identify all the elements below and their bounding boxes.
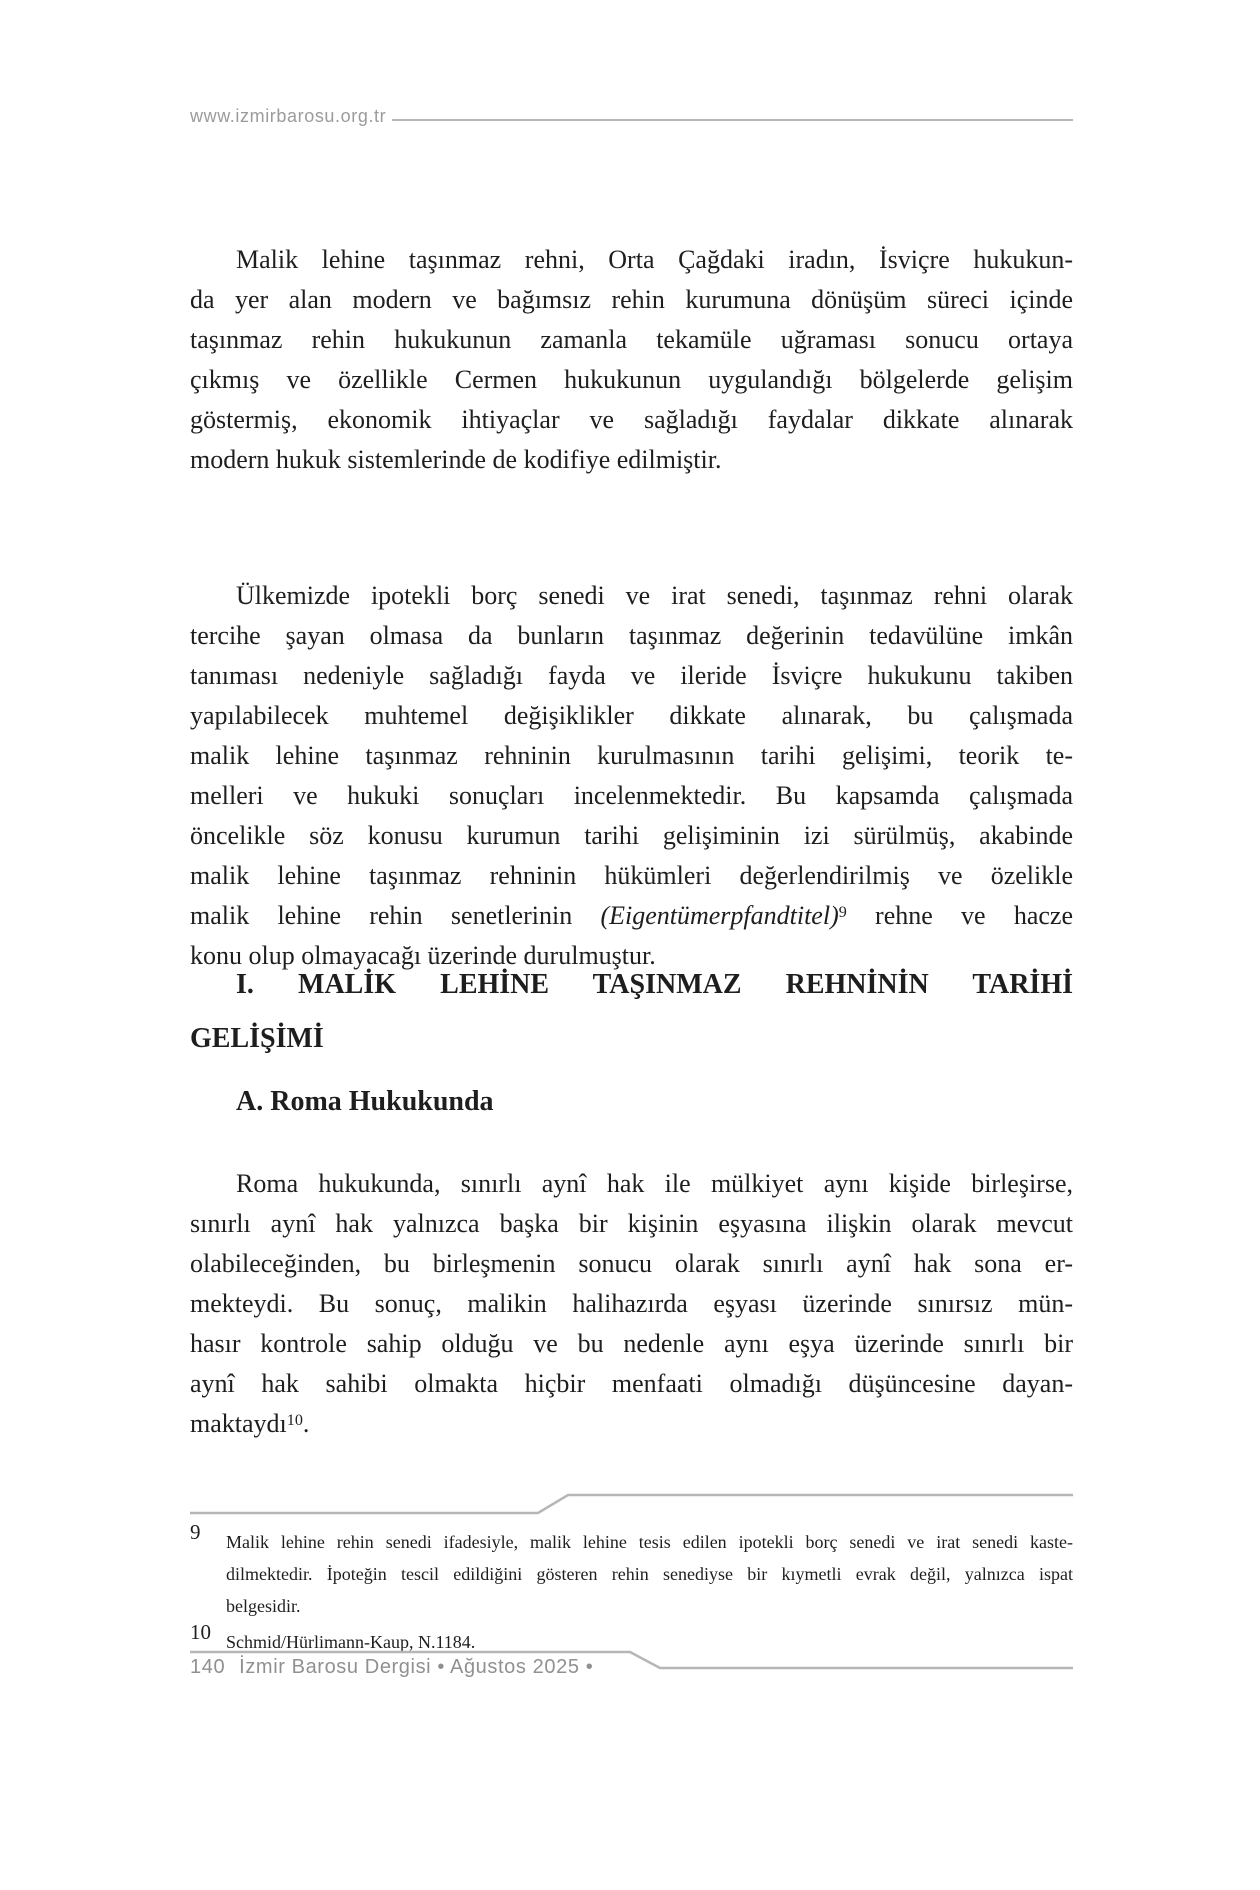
footnote-reference-9: 9 <box>838 903 847 921</box>
line-text: rehne ve hacze <box>846 901 1073 930</box>
footnote-separator-rule <box>190 1490 1073 1518</box>
paragraph-line: mekteydi. Bu sonuç, malikin halihazırda eşyası üzerinde sınırsız mün- <box>190 1289 1073 1318</box>
paragraph-line: melleri ve hukuki sonuçları incelenmektedir. Bu kapsamda çalışmada <box>190 781 1073 810</box>
paragraph-line: Roma hukukunda, sınırlı aynî hak ile mülkiyet aynı kişide birleşirse, <box>236 1169 1073 1198</box>
paragraph-line: da yer alan modern ve bağımsız rehin kurumuna dönüşüm süreci içinde <box>190 285 1073 314</box>
italic-term: (Eigentümerpfandtitel) <box>600 901 839 930</box>
header-rule <box>392 119 1073 121</box>
footnote-line: dilmektedir. İpoteğin tescil edildiğini gösteren rehin senediyse bir kıymetli evrak değil, yalnızca ispat <box>226 1564 1073 1584</box>
paragraph-line: modern hukuk sistemlerinde de kodifiye edilmiştir. <box>190 445 722 474</box>
paragraph-line: yapılabilecek muhtemel değişiklikler dikkate alınarak, bu çalışmada <box>190 701 1073 730</box>
paragraph-line: aynî hak sahibi olmakta hiçbir menfaati olmadığı düşüncesine dayan- <box>190 1369 1073 1398</box>
footnote-line: Schmid/Hürlimann-Kaup, N.1184. <box>226 1632 476 1652</box>
paragraph-line: Ülkemizde ipotekli borç senedi ve irat senedi, taşınmaz rehni olarak <box>236 581 1073 610</box>
footnote-text <box>226 1526 1073 1622</box>
paragraph-line <box>190 1404 1073 1444</box>
footnote-line: Malik lehine rehin senedi ifadesiyle, malik lehine tesis edilen ipotekli borç senedi ve irat senedi kaste- <box>226 1532 1073 1552</box>
section-heading-line-1: I. MALİK LEHİNE TAŞINMAZ REHNİNİN TARİHİ <box>236 969 1073 1000</box>
paragraph-line: tanıması nedeniyle sağladığı fayda ve ileride İsviçre hukukunu takiben <box>190 661 1073 690</box>
line-text: malik lehine rehin senetlerinin <box>190 901 601 930</box>
paragraph-line: tercihe şayan olmasa da bunların taşınmaz değerinin tedavülüne imkân <box>190 621 1073 650</box>
paragraph-line: Malik lehine taşınmaz rehni, Orta Çağdaki iradın, İsviçre hukukun- <box>236 245 1073 274</box>
paragraph-line: çıkmış ve özellikle Cermen hukukunun uygulandığı bölgelerde gelişim <box>190 365 1073 394</box>
body-paragraph-2 <box>190 576 1073 976</box>
paragraph-line: malik lehine taşınmaz rehninin hükümleri değerlendirilmiş ve özelikle <box>190 861 1073 890</box>
page-number: 140 <box>190 1656 226 1678</box>
paragraph-line: konu olup olmayacağı üzerinde durulmuştur. <box>190 941 656 970</box>
paragraph-line: taşınmaz rehin hukukunun zamanla tekamüle uğraması sonucu ortaya <box>190 325 1073 354</box>
paragraph-line <box>190 896 1073 936</box>
subsection-heading: A. Roma Hukukunda <box>236 1086 494 1117</box>
paragraph-line: olabileceğinden, bu birleşmenin sonucu olarak sınırlı aynî hak sona er- <box>190 1249 1073 1278</box>
line-text: . <box>302 1409 310 1438</box>
footnote-reference-10: 10 <box>286 1411 303 1429</box>
line-text: maktaydı <box>190 1409 287 1438</box>
paragraph-line: hasır kontrole sahip olduğu ve bu nedenle aynı eşya üzerinde sınırlı bir <box>190 1329 1073 1358</box>
page-header <box>190 106 1073 127</box>
journal-footer-text: İzmir Barosu Dergisi • Ağustos 2025 • <box>239 1656 594 1678</box>
footnotes <box>190 1520 1073 1658</box>
section-heading <box>190 958 1073 1066</box>
paragraph-line: öncelikle söz konusu kurumun tarihi gelişiminin izi sürülmüş, akabinde <box>190 821 1073 850</box>
body-paragraph-3 <box>190 1164 1073 1444</box>
journal-url: www.izmirbarosu.org.tr <box>190 106 387 126</box>
body-paragraph-1 <box>190 240 1073 480</box>
footnote-9 <box>190 1520 1073 1622</box>
paragraph-line: göstermiş, ekonomik ihtiyaçlar ve sağladığı faydalar dikkate alınarak <box>190 405 1073 434</box>
footnote-number: 10 <box>190 1620 211 1644</box>
footnote-number: 9 <box>190 1520 201 1544</box>
paragraph-line: sınırlı aynî hak yalnızca başka bir kişinin eşyasına ilişkin olarak mevcut <box>190 1209 1073 1238</box>
section-heading-line-2: GELİŞİMİ <box>190 1023 324 1054</box>
footnote-line: belgesidir. <box>226 1596 301 1616</box>
page-footer <box>190 1656 1073 1679</box>
paragraph-line: malik lehine taşınmaz rehninin kurulmasının tarihi gelişimi, teorik te- <box>190 741 1073 770</box>
